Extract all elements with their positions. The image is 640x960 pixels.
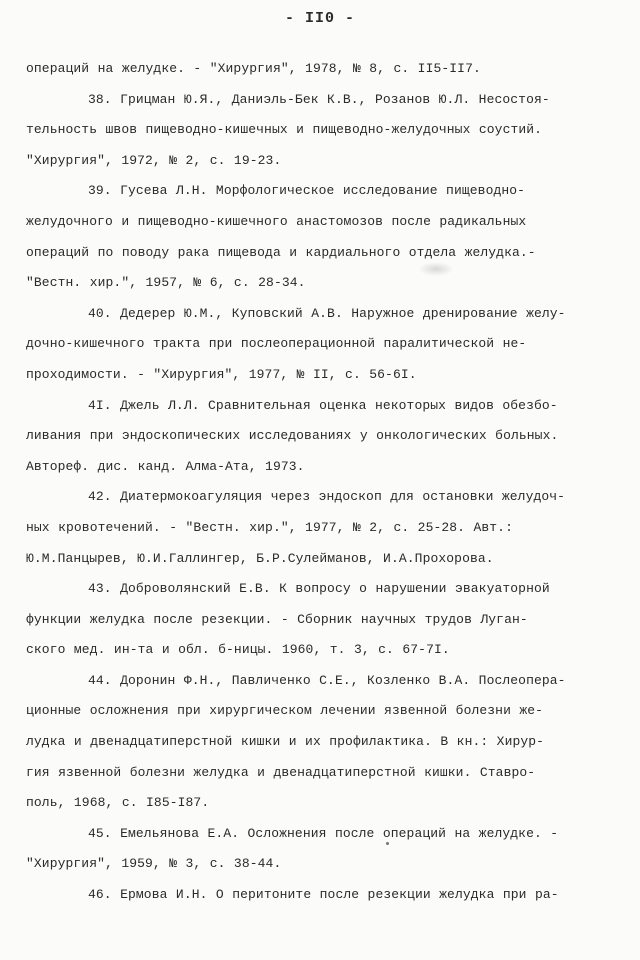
text-line: "Хирургия", 1959, № 3, с. 38-44. bbox=[26, 856, 282, 872]
entry-first-line: 44. Доронин Ф.Н., Павличенко С.Е., Козленко В.А. Послеопера- bbox=[88, 672, 566, 688]
text-line: ского мед. ин-та и обл. б-ницы. 1960, т. 3, с. 67-7I. bbox=[26, 642, 450, 658]
text-line: желудочного и пищеводно-кишечного анастомозов после радикальных bbox=[26, 213, 527, 229]
entry-first-line: 42. Диатермокоагуляция через эндоскоп для остановки желудоч- bbox=[88, 489, 566, 505]
entry-first-line: 46. Ермова И.Н. О перитоните после резекции желудка при ра- bbox=[88, 887, 559, 903]
text-line: операций на желудке. - "Хирургия", 1978, № 8, с. II5-II7. bbox=[26, 61, 481, 76]
text-line: Ю.М.Панцырев, Ю.И.Галлингер, Б.Р.Сулейманов, И.А.Прохорова. bbox=[26, 550, 494, 566]
bibliography-text bbox=[26, 54, 624, 911]
entry-first-line: 40. Дедерер Ю.М., Куповский А.В. Наружное дренирование желу- bbox=[88, 305, 566, 321]
text-line: проходимости. - "Хирургия", 1977, № II, с. 56-6I. bbox=[26, 366, 417, 382]
text-line: "Вестн. хир.", 1957, № 6, с. 28-34. bbox=[26, 275, 306, 291]
text-line: Автореф. дис. канд. Алма-Ата, 1973. bbox=[26, 458, 305, 474]
entry-first-line: 38. Грицман Ю.Я., Даниэль-Бек К.В., Розанов Ю.Л. Несостоя- bbox=[88, 91, 550, 107]
scan-smudge bbox=[418, 262, 454, 276]
text-line: ных кровотечений. - "Вестн. хир.", 1977, № 2, с. 25-28. Авт.: bbox=[26, 519, 513, 535]
text-line: ционные осложнения при хирургическом лечении язвенной болезни же- bbox=[26, 703, 544, 719]
text-line: дочно-кишечного тракта при послеоперационной паралитической не- bbox=[26, 336, 527, 352]
text-line: тельность швов пищеводно-кишечных и пищеводно-желудочных соустий. bbox=[26, 122, 543, 138]
text-line: "Хирургия", 1972, № 2, с. 19-23. bbox=[26, 152, 282, 168]
text-line: функции желудка после резекции. - Сборник научных трудов Луган- bbox=[26, 611, 528, 627]
entry-first-line: 4I. Джель Л.Л. Сравнительная оценка некоторых видов обезбо- bbox=[88, 397, 558, 413]
entry-first-line: 43. Доброволянский Е.В. К вопросу о нарушении эвакуаторной bbox=[88, 581, 550, 597]
text-line: гия язвенной болезни желудка и двенадцатиперстной кишки. Ставро- bbox=[26, 764, 536, 780]
text-line: ливания при эндоскопических исследованиях у онкологических больных. bbox=[26, 428, 559, 444]
text-line: поль, 1968, с. I85-I87. bbox=[26, 795, 210, 811]
text-line: лудка и двенадцатиперстной кишки и их профилактика. В кн.: Хирур- bbox=[26, 734, 545, 750]
text-line: операций по поводу рака пищевода и кардиального отдела желудка.- bbox=[26, 244, 536, 260]
scan-speck bbox=[386, 842, 389, 845]
page-number: - II0 - bbox=[284, 10, 355, 27]
entry-first-line: 45. Емельянова Е.А. Осложнения после операций на желудке. - bbox=[88, 825, 559, 841]
entry-first-line: 39. Гусева Л.Н. Морфологическое исследование пищеводно- bbox=[88, 183, 526, 199]
